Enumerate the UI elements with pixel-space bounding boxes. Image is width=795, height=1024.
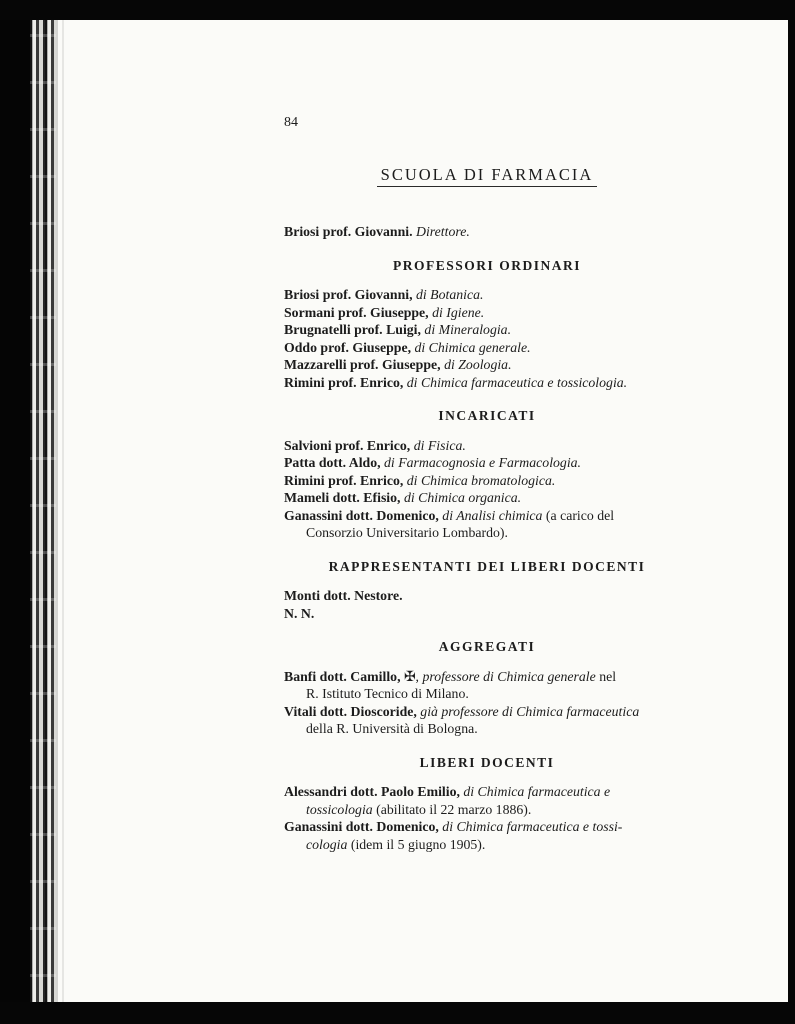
entry-text-roman: Consorzio Universitario Lombardo). [306, 525, 508, 540]
entry-text-italic: di Chimica organica. [403, 490, 522, 505]
section-heading: INCARICATI [438, 408, 536, 423]
entry-text-bold: Briosi prof. Giovanni, [284, 287, 416, 302]
entry-line [284, 304, 690, 322]
entry-text-italic: di Farmacognosia e Farmacologia. [384, 455, 582, 470]
entry-text-italic: cologia [306, 836, 351, 852]
section-heading: AGGREGATI [438, 639, 536, 654]
entry-text-bold: Rimini prof. Enrico, [284, 374, 407, 390]
entry-text-bold: Ganassini dott. Domenico, [284, 819, 443, 834]
page-title-wrap [284, 166, 690, 188]
entry-line [284, 703, 690, 738]
entry-text-italic: di Chimica farmaceutica e tossi- [442, 819, 623, 834]
entry-text-bold: Monti dott. Nestore. [284, 588, 403, 603]
entry-text-italic: già professore di Chimica farmaceutica [420, 703, 640, 719]
entry-text-italic: di Analisi chimica [442, 507, 546, 523]
entry-line [284, 356, 690, 374]
sections-container [284, 257, 690, 854]
entry-text-italic: di Chimica generale. [414, 339, 531, 355]
entry-text-italic: di Zoologia. [444, 357, 512, 372]
entry-text-bold: Ganassini dott. Domenico, [284, 507, 443, 523]
section [284, 257, 690, 392]
entry-text-italic: di Igiene. [432, 304, 485, 320]
entry-text-roman: R. Istituto Tecnico di Milano. [306, 686, 469, 701]
entry-line [284, 507, 690, 542]
entry-line [284, 339, 690, 357]
section [284, 558, 690, 623]
entry-text-roman: (idem il 5 giugno 1905). [350, 836, 486, 852]
entry-line [284, 472, 690, 490]
director-line [284, 223, 690, 241]
entry-line [284, 374, 690, 392]
entry-text-bold: Salvioni prof. Enrico, [284, 437, 414, 453]
entry-line [284, 286, 690, 304]
entry-text-roman: ✠, [403, 668, 423, 684]
section [284, 754, 690, 854]
entry-text-bold: Alessandri dott. Paolo Emilio, [284, 784, 464, 799]
entry-text-bold: Mameli dott. Efisio, [284, 490, 404, 505]
entry-text-bold: Vitali dott. Dioscoride, [284, 703, 421, 719]
entry-line [284, 489, 690, 507]
scan-bottom-bar [0, 1002, 795, 1024]
scan-right-edge [788, 0, 795, 1024]
section [284, 638, 690, 738]
entry-text-roman: (a carico del [545, 507, 615, 523]
section [284, 407, 690, 542]
entry-line [284, 818, 690, 853]
entry-text-italic: di Mineralogia. [424, 322, 512, 337]
entry-text-bold: Sormani prof. Giuseppe, [284, 304, 433, 320]
entry-text-bold: Oddo prof. Giuseppe, [284, 339, 415, 355]
entry-text-roman: nel [599, 668, 617, 684]
page-number: 84 [284, 115, 298, 130]
scan-left-edge [0, 0, 30, 1024]
entry-line [284, 437, 690, 455]
entry-text-italic: di Chimica farmaceutica e tossicologia. [406, 374, 628, 390]
entry-text-italic: di Chimica bromatologica. [406, 472, 556, 488]
entry-text-italic: di Fisica. [413, 437, 466, 453]
entry-text-bold: Brugnatelli prof. Luigi, [284, 322, 425, 337]
section-heading: RAPPRESENTANTI DEI LIBERI DOCENTI [328, 558, 646, 574]
section-heading: LIBERI DOCENTI [419, 754, 555, 770]
entry-text-bold: Briosi prof. Giovanni. [284, 224, 416, 239]
scan-top-bar [0, 0, 795, 20]
entry-text-italic: Direttore. [416, 224, 470, 239]
entry-text-bold: N. N. [284, 605, 315, 621]
entry-line [284, 668, 690, 703]
entry-text-bold: Rimini prof. Enrico, [284, 472, 407, 488]
page-title: SCUOLA DI FARMACIA [377, 166, 598, 188]
entry-text-italic: di Botanica. [416, 287, 484, 302]
entry-text-bold: Banfi dott. Camillo, [284, 668, 404, 684]
entry-line [284, 454, 690, 472]
scan-left-edge-faint [56, 0, 70, 1024]
entry-line [284, 605, 690, 623]
entry-text-roman: (abilitato il 22 marzo 1886). [376, 801, 532, 817]
scan-left-edge-texture [30, 0, 56, 1024]
entry-text-bold: Patta dott. Aldo, [284, 455, 385, 470]
entry-line [284, 783, 690, 818]
entry-text-italic: professore di Chimica generale [422, 668, 600, 684]
entry-line [284, 321, 690, 339]
entry-line [284, 587, 690, 605]
entry-text-bold: Mazzarelli prof. Giuseppe, [284, 357, 445, 372]
entry-text-italic: tossicologia [306, 801, 377, 817]
entry-text-italic: di Chimica farmaceutica e [463, 784, 611, 799]
section-heading: PROFESSORI ORDINARI [393, 257, 581, 273]
page-content [284, 114, 690, 861]
entry-text-roman: della R. Università di Bologna. [306, 721, 478, 736]
